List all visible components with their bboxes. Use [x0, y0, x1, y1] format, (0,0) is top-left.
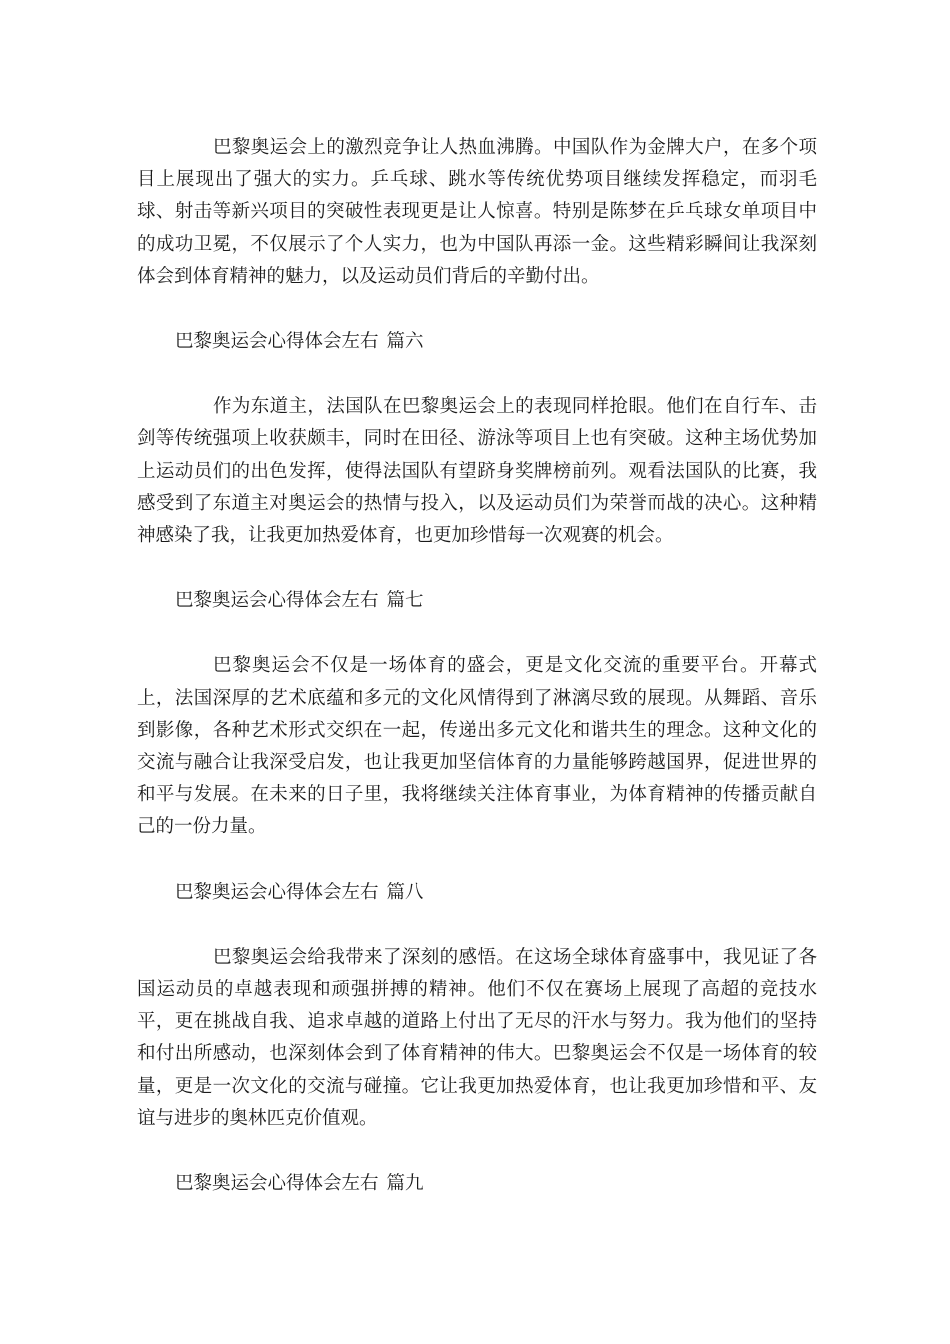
paragraph-8: 巴黎奥运会给我带来了深刻的感悟。在这场全球体育盛事中，我见证了各国运动员的卓越表现和顽强拼搏的精神。他们不仅在赛场上展现了高超的竞技水平，更在挑战自我、追求卓越的道路上付出了无尽的汗水与努力。我为他们的坚持和付出所感动，也深刻体会到了体育精神的伟大。巴黎奥运会不仅是一场体育的较量，更是一次文化的交流与碰撞。它让我更加热爱体育，也让我更加珍惜和平、友谊与进步的奥林匹克价值观。	[137, 946, 817, 1129]
section-heading-number: 篇六	[386, 331, 424, 353]
section-heading-8	[137, 877, 817, 909]
section-heading-number: 篇七	[386, 590, 424, 612]
section-heading-7	[137, 585, 817, 617]
section-heading-6	[137, 326, 817, 358]
section-heading-title: 巴黎奥运会心得体会左右	[175, 1173, 379, 1195]
paragraph-1: 巴黎奥运会上的激烈竞争让人热血沸腾。中国队作为金牌大户，在多个项目上展现出了强大的实力。乒乓球、跳水等传统优势项目继续发挥稳定，而羽毛球、射击等新兴项目的突破性表现更是让人惊喜。特别是陈梦在乒乓球女单项目中的成功卫冕，不仅展示了个人实力，也为中国队再添一金。这些精彩瞬间让我深刻体会到体育精神的魅力，以及运动员们背后的辛勤付出。	[137, 137, 817, 287]
section-heading-title: 巴黎奥运会心得体会左右	[175, 881, 379, 903]
section-heading-9	[137, 1168, 817, 1200]
section-heading-number: 篇九	[386, 1173, 424, 1195]
paragraph-7: 巴黎奥运会不仅是一场体育的盛会，更是文化交流的重要平台。开幕式上，法国深厚的艺术底蕴和多元的文化风情得到了淋漓尽致的展现。从舞蹈、音乐到影像，各种艺术形式交织在一起，传递出多元文化和谐共生的理念。这种文化的交流与融合让我深受启发，也让我更加坚信体育的力量能够跨越国界，促进世界的和平与发展。在未来的日子里，我将继续关注体育事业，为体育精神的传播贡献自己的一份力量。	[137, 655, 817, 838]
section-heading-title: 巴黎奥运会心得体会左右	[175, 590, 379, 612]
document-body	[137, 132, 817, 1233]
section-heading-number: 篇八	[386, 881, 424, 903]
paragraph-6: 作为东道主，法国队在巴黎奥运会上的表现同样抢眼。他们在自行车、击剑等传统强项上收获颇丰，同时在田径、游泳等项目上也有突破。这种主场优势加上运动员们的出色发挥，使得法国队有望跻身奖牌榜前列。观看法国队的比赛，我感受到了东道主对奥运会的热情与投入，以及运动员们为荣誉而战的决心。这种精神感染了我，让我更加热爱体育，也更加珍惜每一次观赛的机会。	[137, 396, 817, 547]
section-heading-title: 巴黎奥运会心得体会左右	[175, 331, 379, 353]
